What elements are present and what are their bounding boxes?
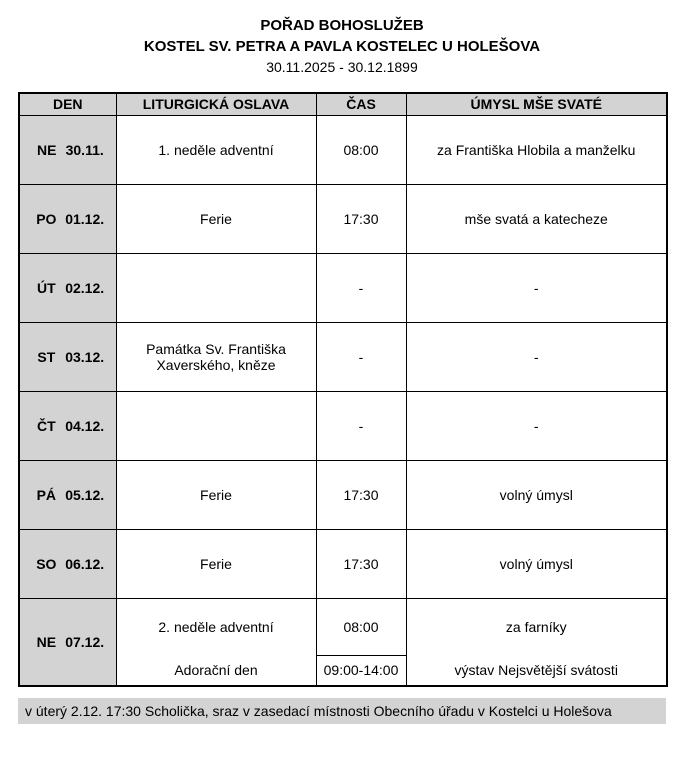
day-abbr: ČT (36, 417, 56, 434)
day-cell (19, 184, 116, 253)
day-cell (19, 460, 116, 529)
day-cell (19, 322, 116, 391)
header-intention: ÚMYSL MŠE SVATÉ (406, 93, 667, 115)
time-cell: - (316, 391, 406, 460)
day-abbr: PO (36, 210, 57, 227)
header-day: DEN (19, 93, 116, 115)
celebration-cell: Ferie (116, 460, 316, 529)
celebration-cell: Ferie (116, 184, 316, 253)
celebration-cell: 1. neděle adventní (116, 115, 316, 184)
day-date: 01.12. (65, 210, 105, 227)
table-row-po-01-12 (19, 184, 667, 253)
day-abbr: ÚT (36, 279, 56, 296)
table-header-row (19, 93, 667, 115)
day-abbr: SO (36, 555, 57, 572)
intention-cell: volný úmysl (406, 529, 667, 598)
day-date: 04.12. (65, 417, 105, 434)
church-name: KOSTEL SV. PETRA A PAVLA KOSTELEC U HOLEŠOVA (143, 38, 541, 55)
day-abbr: NE (36, 633, 57, 650)
table-row-so-06-12 (19, 529, 667, 598)
table-row-ne-30-11 (19, 115, 667, 184)
day-date: 03.12. (65, 348, 105, 365)
intention-cell: volný úmysl (406, 460, 667, 529)
table-row-st-03-12 (19, 322, 667, 391)
table-row-ne-07-12 (19, 598, 667, 655)
intention-cell: za farníky (406, 598, 667, 655)
day-abbr: PÁ (36, 486, 57, 503)
footer-note: v úterý 2.12. 17:30 Scholička, sraz v zasedací místnosti Obecního úřadu v Kostelci u Holešova (18, 698, 666, 724)
intention-cell: - (406, 253, 667, 322)
table-row-ct-04-12 (19, 391, 667, 460)
time-cell: 08:00 (316, 598, 406, 655)
day-abbr: ST (37, 348, 56, 365)
celebration-cell (116, 253, 316, 322)
day-date: 07.12. (65, 633, 105, 650)
intention-cell: výstav Nejsvětější svátosti (406, 655, 667, 686)
day-date: 05.12. (65, 486, 105, 503)
schedule-table (18, 92, 668, 687)
day-date: 06.12. (65, 555, 105, 572)
header-celebration: LITURGICKÁ OSLAVA (116, 93, 316, 115)
time-cell: 08:00 (316, 115, 406, 184)
time-cell: 17:30 (316, 184, 406, 253)
intention-cell: - (406, 391, 667, 460)
page-header (18, 15, 666, 77)
time-cell: 17:30 (316, 460, 406, 529)
intention-cell: mše svatá a katecheze (406, 184, 667, 253)
celebration-cell: Ferie (116, 529, 316, 598)
day-cell (19, 253, 116, 322)
intention-cell: - (406, 322, 667, 391)
day-date: 02.12. (65, 279, 105, 296)
day-abbr: NE (36, 141, 57, 158)
table-row-ne-07-12-adoration (19, 655, 667, 686)
celebration-cell: 2. neděle adventní (116, 598, 316, 655)
header-time: ČAS (316, 93, 406, 115)
day-cell (19, 391, 116, 460)
day-cell (19, 115, 116, 184)
time-cell: 17:30 (316, 529, 406, 598)
celebration-cell: Památka Sv. Františka Xaverského, kněze (116, 322, 316, 391)
date-range: 30.11.2025 - 30.12.1899 (266, 59, 418, 75)
time-cell: - (316, 322, 406, 391)
table-row-pa-05-12 (19, 460, 667, 529)
day-cell (19, 529, 116, 598)
day-date: 30.11. (65, 141, 104, 158)
page-title: POŘAD BOHOSLUŽEB (260, 17, 424, 34)
celebration-cell (116, 391, 316, 460)
celebration-cell: Adorační den (116, 655, 316, 686)
day-cell (19, 598, 116, 686)
intention-cell: za Františka Hlobila a manželku (406, 115, 667, 184)
table-row-ut-02-12 (19, 253, 667, 322)
time-cell: - (316, 253, 406, 322)
time-cell: 09:00-14:00 (316, 655, 406, 686)
